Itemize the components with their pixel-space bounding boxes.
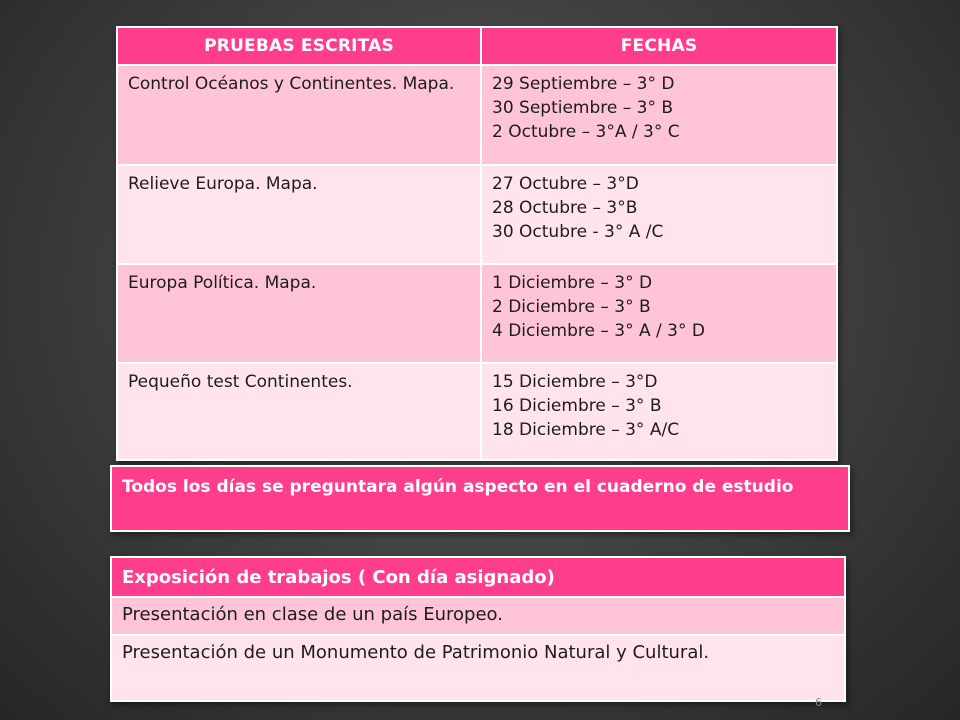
- fechas-cell: [481, 264, 837, 363]
- fecha-line: 30 Septiembre – 3° B: [492, 98, 674, 118]
- fecha-line: 16 Diciembre – 3° B: [492, 396, 662, 416]
- page-number: 6: [815, 696, 822, 709]
- fecha-line: 4 Diciembre – 3° A / 3° D: [492, 321, 705, 341]
- exposition-header-row: [111, 557, 845, 597]
- header-fechas: FECHAS: [481, 27, 837, 65]
- fecha-line: 15 Diciembre – 3°D: [492, 372, 658, 392]
- fecha-line: 28 Octubre – 3°B: [492, 198, 638, 218]
- table-row: [111, 597, 845, 635]
- exposition-table: [110, 556, 846, 702]
- fechas-cell: [481, 363, 837, 460]
- schedule-table: [116, 26, 838, 461]
- fecha-line: 29 Septiembre – 3° D: [492, 74, 675, 94]
- notice-box: Todos los días se preguntara algún aspecto en el cuaderno de estudio: [110, 465, 850, 532]
- fechas-cell: [481, 165, 837, 264]
- prueba-cell: Relieve Europa. Mapa.: [117, 165, 481, 264]
- fecha-line: 27 Octubre – 3°D: [492, 174, 639, 194]
- schedule-header-row: [117, 27, 837, 65]
- fecha-line: 2 Diciembre – 3° B: [492, 297, 651, 317]
- table-row: [117, 264, 837, 363]
- exposition-item: Presentación en clase de un país Europeo.: [111, 597, 845, 635]
- exposition-header: Exposición de trabajos ( Con día asignado): [111, 557, 845, 597]
- fecha-line: 2 Octubre – 3°A / 3° C: [492, 122, 680, 142]
- fecha-line: 18 Diciembre – 3° A/C: [492, 420, 680, 440]
- table-row: [117, 165, 837, 264]
- table-row: [117, 363, 837, 460]
- prueba-cell: Europa Política. Mapa.: [117, 264, 481, 363]
- header-pruebas: PRUEBAS ESCRITAS: [117, 27, 481, 65]
- table-row: [111, 635, 845, 701]
- fecha-line: 1 Diciembre – 3° D: [492, 273, 653, 293]
- prueba-cell: Pequeño test Continentes.: [117, 363, 481, 460]
- fechas-cell: [481, 65, 837, 165]
- exposition-item: Presentación de un Monumento de Patrimonio Natural y Cultural.: [111, 635, 845, 701]
- table-row: [117, 65, 837, 165]
- prueba-cell: Control Océanos y Continentes. Mapa.: [117, 65, 481, 165]
- fecha-line: 30 Octubre - 3° A /C: [492, 222, 664, 242]
